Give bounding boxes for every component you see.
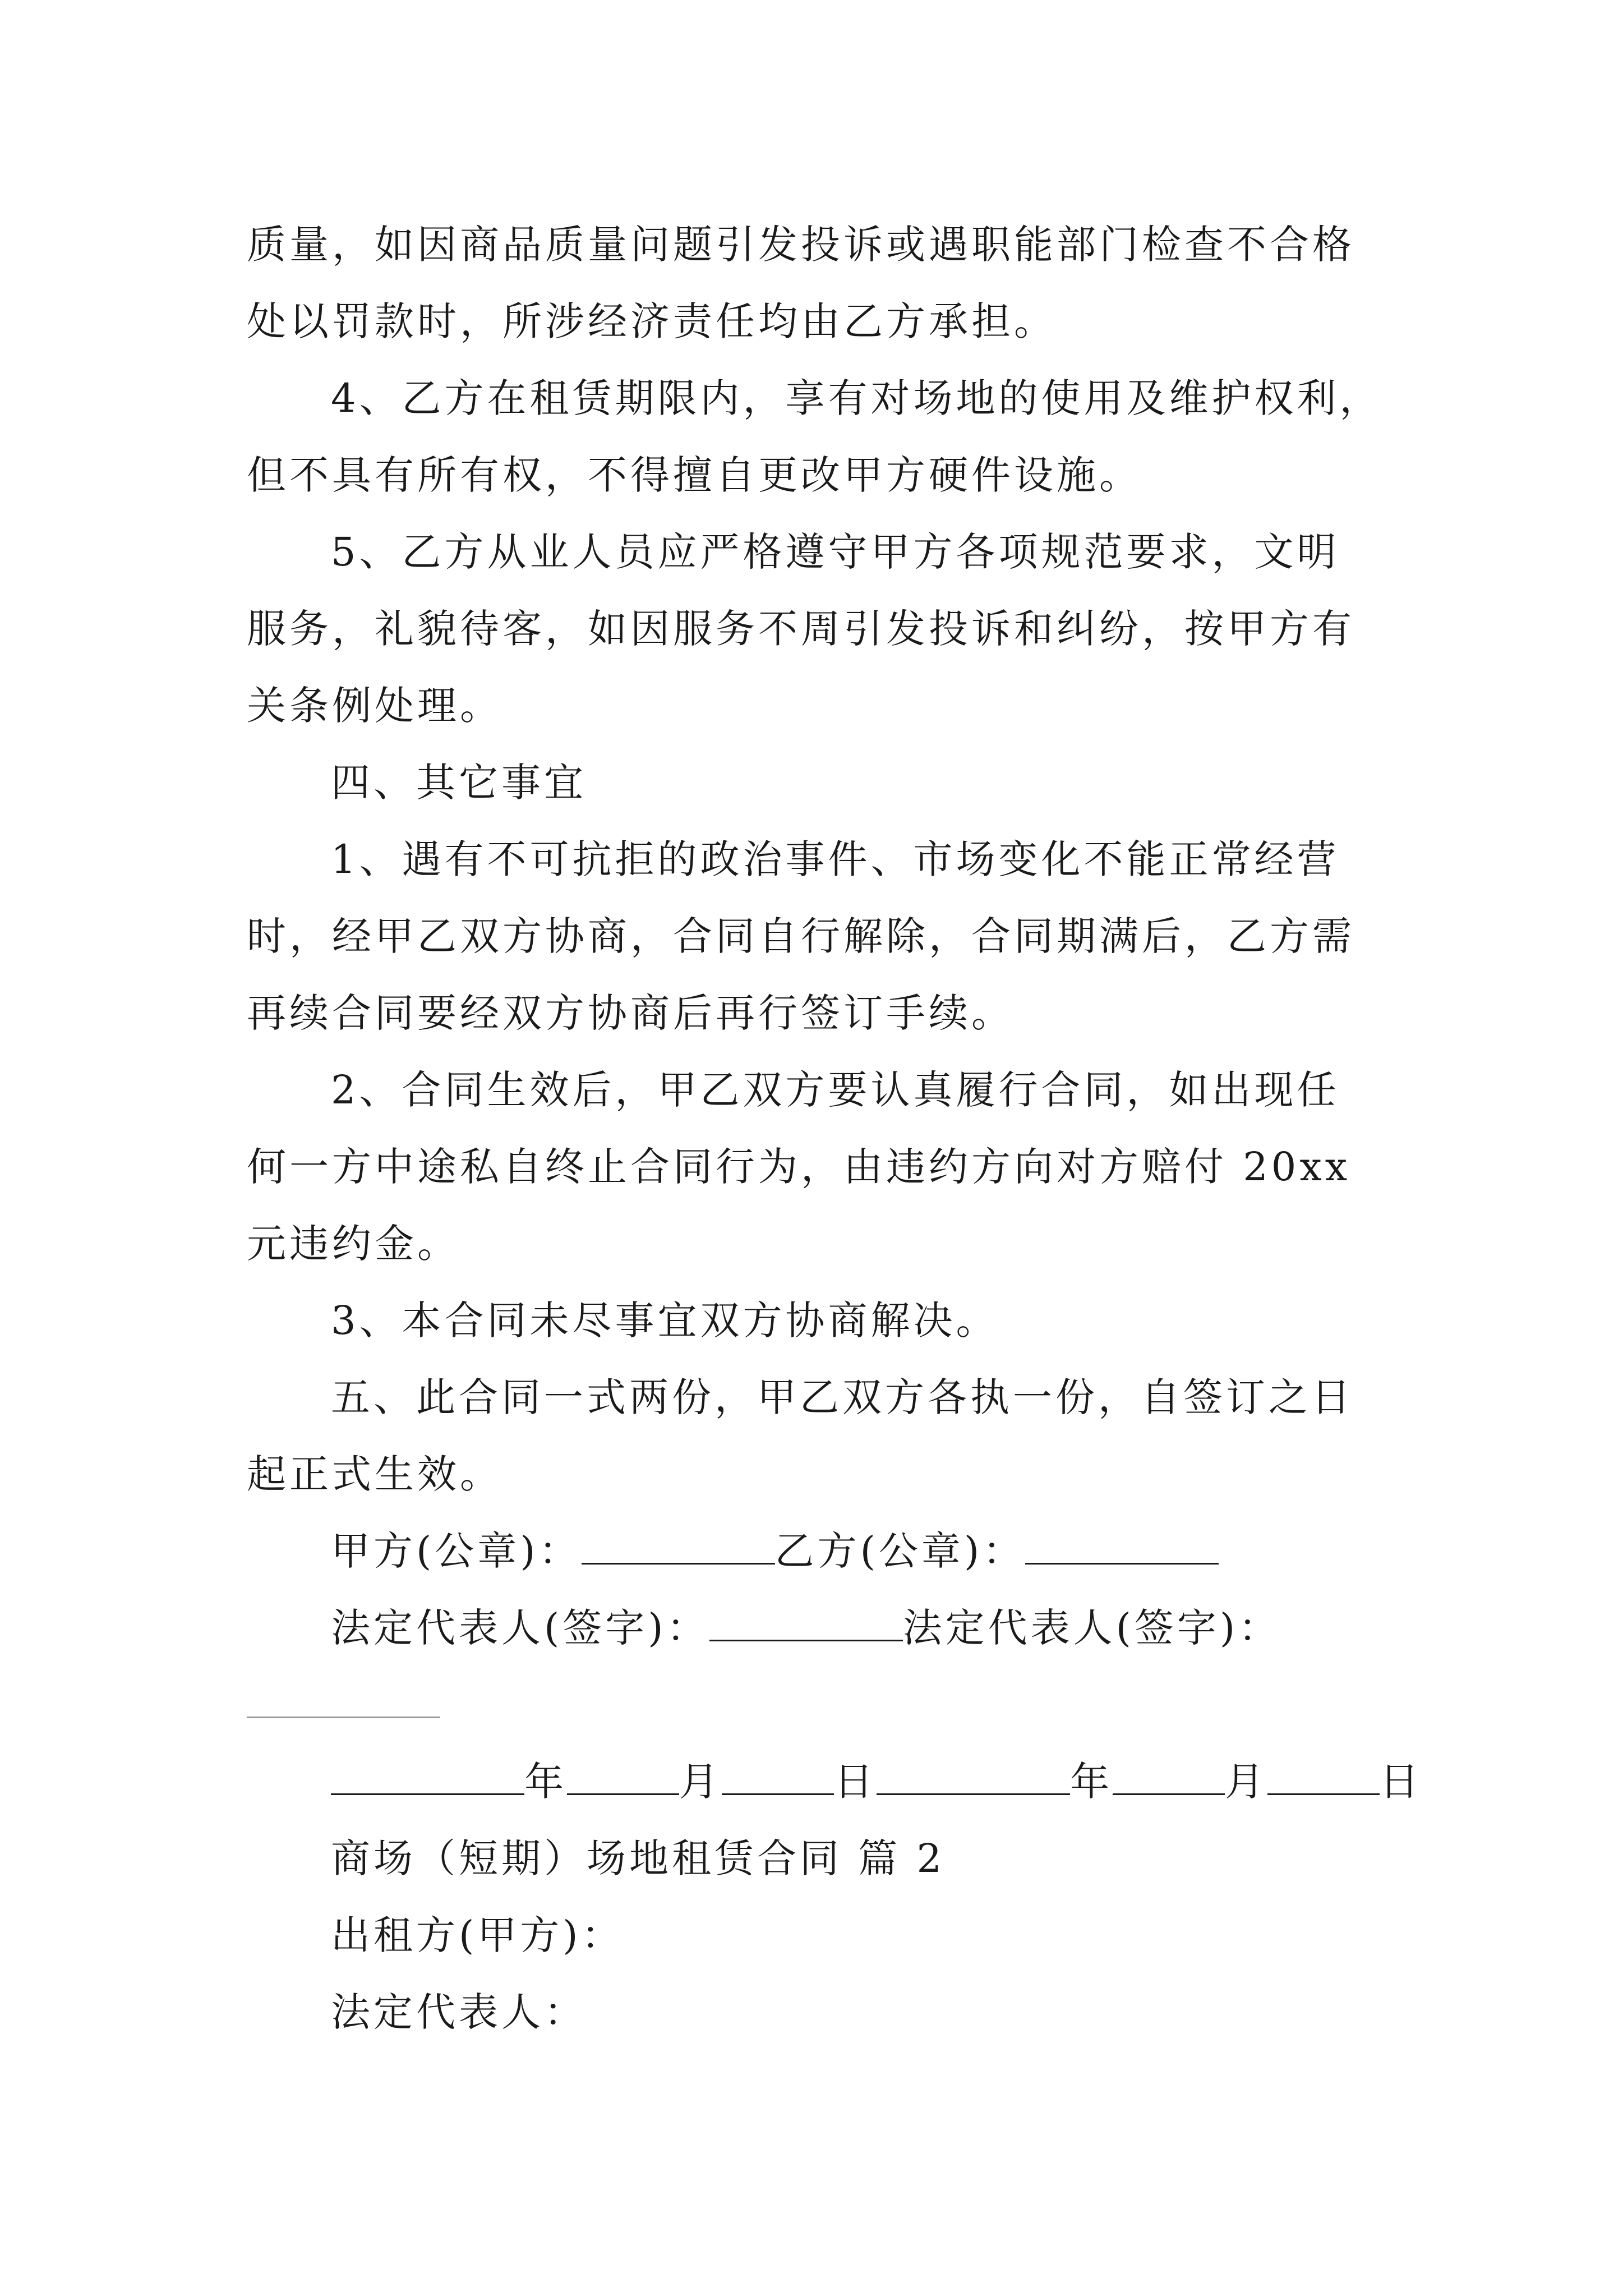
representative-line [247,1590,1385,1667]
clause-3-line: 3、本合同未尽事宜双方协商解决。 [331,1297,999,1343]
year-b-label: 年 [1070,1759,1113,1805]
party-b-rep-blank [247,1683,440,1718]
paragraph-line: 再续合同要经双方协商后再行签订手续。 [247,990,1014,1036]
year-a-label: 年 [524,1759,567,1805]
day-b-label: 日 [1380,1759,1422,1805]
paragraph-line: 但不具有所有权，不得擅自更改甲方硬件设施。 [247,452,1142,498]
year-b-blank [877,1760,1070,1795]
paragraph-line: 质量，如因商品质量问题引发投诉或遇职能部门检查不合格 [247,222,1355,268]
clause-4-line: 4、乙方在租赁期限内，享有对场地的使用及维护权利， [331,375,1382,421]
section-2-title: 商场（短期）场地租赁合同 篇 2 [331,1835,946,1881]
party-a-rep-label: 法定代表人(签字)： [331,1605,709,1651]
day-a-label: 日 [834,1759,877,1805]
paragraph-line: 元违约金。 [247,1221,460,1267]
legal-rep-label: 法定代表人： [331,1989,587,2035]
party-b-seal-blank [1025,1529,1219,1565]
month-a-blank [567,1760,679,1795]
party-a-seal-label: 甲方(公章)： [331,1528,582,1574]
day-a-blank [722,1760,834,1795]
paragraph-line: 服务，礼貌待客，如因服务不周引发投诉和纠纷，按甲方有 [247,606,1355,652]
party-a-seal-blank [582,1529,775,1565]
paragraph-line: 处以罚款时，所涉经济责任均由乙方承担。 [247,298,1057,344]
clause-5-line: 5、乙方从业人员应严格遵守甲方各项规范要求，文明 [331,529,1340,575]
paragraph-line: 起正式生效。 [247,1451,502,1497]
month-a-label: 月 [679,1759,722,1805]
paragraph-line: 何一方中途私自终止合同行为，由违约方向对方赔付 20xx [247,1144,1351,1190]
lessor-label: 出租方(甲方)： [331,1912,624,1958]
date-line [247,1743,1422,1820]
day-b-blank [1267,1760,1380,1795]
paragraph-line: 关条例处理。 [247,683,502,729]
paragraph-line: 时，经甲乙双方协商，合同自行解除，合同期满后，乙方需 [247,913,1355,959]
party-b-seal-label: 乙方(公章)： [774,1528,1026,1574]
section-heading: 四、其它事宜 [331,760,587,806]
section-five-line: 五、此合同一式两份，甲乙双方各执一份，自签订之日 [331,1374,1354,1420]
seal-line [247,1513,1385,1590]
rep-b-blank-line [247,1667,1385,1743]
year-a-blank [331,1760,524,1795]
party-b-rep-label: 法定代表人(签字)： [902,1605,1281,1651]
month-b-label: 月 [1225,1759,1267,1805]
clause-1-line: 1、遇有不可抗拒的政治事件、市场变化不能正常经营 [331,836,1340,882]
clause-2-line: 2、合同生效后，甲乙双方要认真履行合同，如出现任 [331,1067,1340,1113]
party-a-rep-blank [709,1606,903,1641]
month-b-blank [1113,1760,1225,1795]
document-body [247,206,1422,2051]
